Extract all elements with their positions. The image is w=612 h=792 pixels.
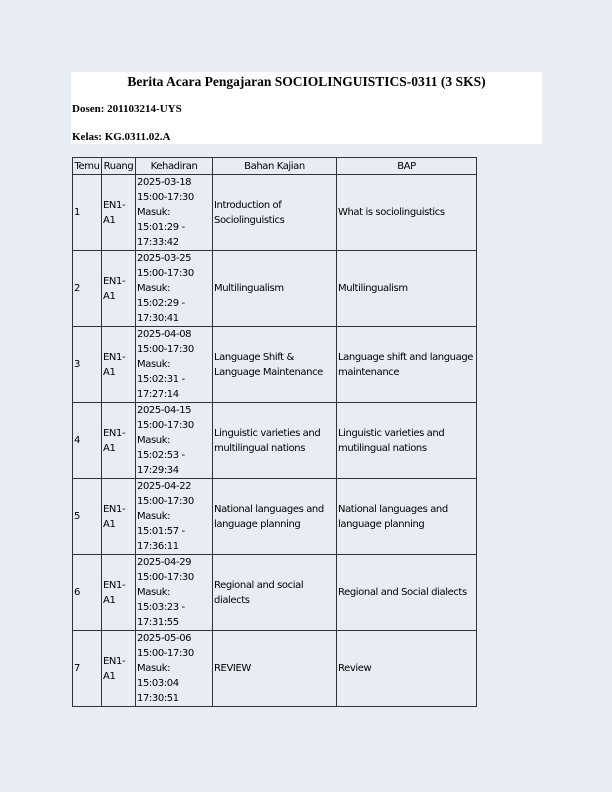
ruang-cell: EN1-A1: [102, 631, 136, 707]
document-title: Berita Acara Pengajaran SOCIOLINGUISTICS-0311 (3 SKS): [127, 74, 486, 89]
ruang-cell: EN1-A1: [102, 327, 136, 403]
kehadiran-cell: [136, 555, 213, 631]
ruang-cell: EN1-A1: [102, 175, 136, 251]
temu-cell: 7: [73, 631, 102, 707]
table-header-row: [73, 158, 477, 175]
temu-cell: 5: [73, 479, 102, 555]
kehadiran-cell: [136, 175, 213, 251]
temu-cell: 1: [73, 175, 102, 251]
temu-cell: 2: [73, 251, 102, 327]
kelas-label: Kelas: KG.0311.02.A: [72, 131, 171, 143]
bahan-kajian-cell: REVIEW: [213, 631, 337, 707]
bap-cell: National languages and language planning: [337, 479, 477, 555]
table-row: [73, 175, 477, 251]
kehadiran-text: 2025-04-29 15:00-17:30 Masuk: 15:03:23 - 17:31:55: [137, 557, 194, 628]
column-header-temu: Temu: [73, 158, 102, 175]
column-header-bap: BAP: [337, 158, 477, 175]
kehadiran-cell: [136, 631, 213, 707]
dosen-label: Dosen: 201103214-UYS: [72, 103, 182, 115]
table-row: [73, 403, 477, 479]
bap-cell: What is sociolinguistics: [337, 175, 477, 251]
ruang-cell: EN1-A1: [102, 403, 136, 479]
table-row: [73, 479, 477, 555]
bahan-kajian-cell: Linguistic varieties and multilingual nations: [213, 403, 337, 479]
kehadiran-text: 2025-05-06 15:00-17:30 Masuk: 15:03:04 17:30:51: [137, 633, 194, 704]
table-row: [73, 251, 477, 327]
attendance-table: [72, 157, 477, 707]
bap-cell: Regional and Social dialects: [337, 555, 477, 631]
table-row: [73, 555, 477, 631]
kehadiran-cell: [136, 403, 213, 479]
ruang-cell: EN1-A1: [102, 479, 136, 555]
column-header-kehadiran: Kehadiran: [136, 158, 213, 175]
kehadiran-cell: [136, 479, 213, 555]
kehadiran-text: 2025-04-08 15:00-17:30 Masuk: 15:02:31 - 17:27:14: [137, 329, 194, 400]
kehadiran-cell: [136, 251, 213, 327]
kehadiran-text: 2025-04-22 15:00-17:30 Masuk: 15:01:57 - 17:36:11: [137, 481, 194, 552]
bahan-kajian-cell: Multilingualism: [213, 251, 337, 327]
ruang-cell: EN1-A1: [102, 555, 136, 631]
bahan-kajian-cell: Regional and social dialects: [213, 555, 337, 631]
ruang-cell: EN1-A1: [102, 251, 136, 327]
temu-cell: 3: [73, 327, 102, 403]
bahan-kajian-cell: Language Shift & Language Maintenance: [213, 327, 337, 403]
kehadiran-text: 2025-04-15 15:00-17:30 Masuk: 15:02:53 - 17:29:34: [137, 405, 194, 476]
kehadiran-text: 2025-03-18 15:00-17:30 Masuk: 15:01:29 - 17:33:42: [137, 177, 194, 248]
column-header-ruang: Ruang: [102, 158, 136, 175]
bap-cell: Language shift and language maintenance: [337, 327, 477, 403]
temu-cell: 6: [73, 555, 102, 631]
table-row: [73, 327, 477, 403]
bap-cell: Review: [337, 631, 477, 707]
bap-cell: Multilingualism: [337, 251, 477, 327]
table-row: [73, 631, 477, 707]
kehadiran-cell: [136, 327, 213, 403]
bahan-kajian-cell: National languages and language planning: [213, 479, 337, 555]
kehadiran-text: 2025-03-25 15:00-17:30 Masuk: 15:02:29 - 17:30:41: [137, 253, 194, 324]
bap-cell: Linguistic varieties and mutilingual nations: [337, 403, 477, 479]
temu-cell: 4: [73, 403, 102, 479]
bahan-kajian-cell: Introduction of Sociolinguistics: [213, 175, 337, 251]
column-header-bahan-kajian: Bahan Kajian: [213, 158, 337, 175]
document-header: [71, 72, 542, 144]
